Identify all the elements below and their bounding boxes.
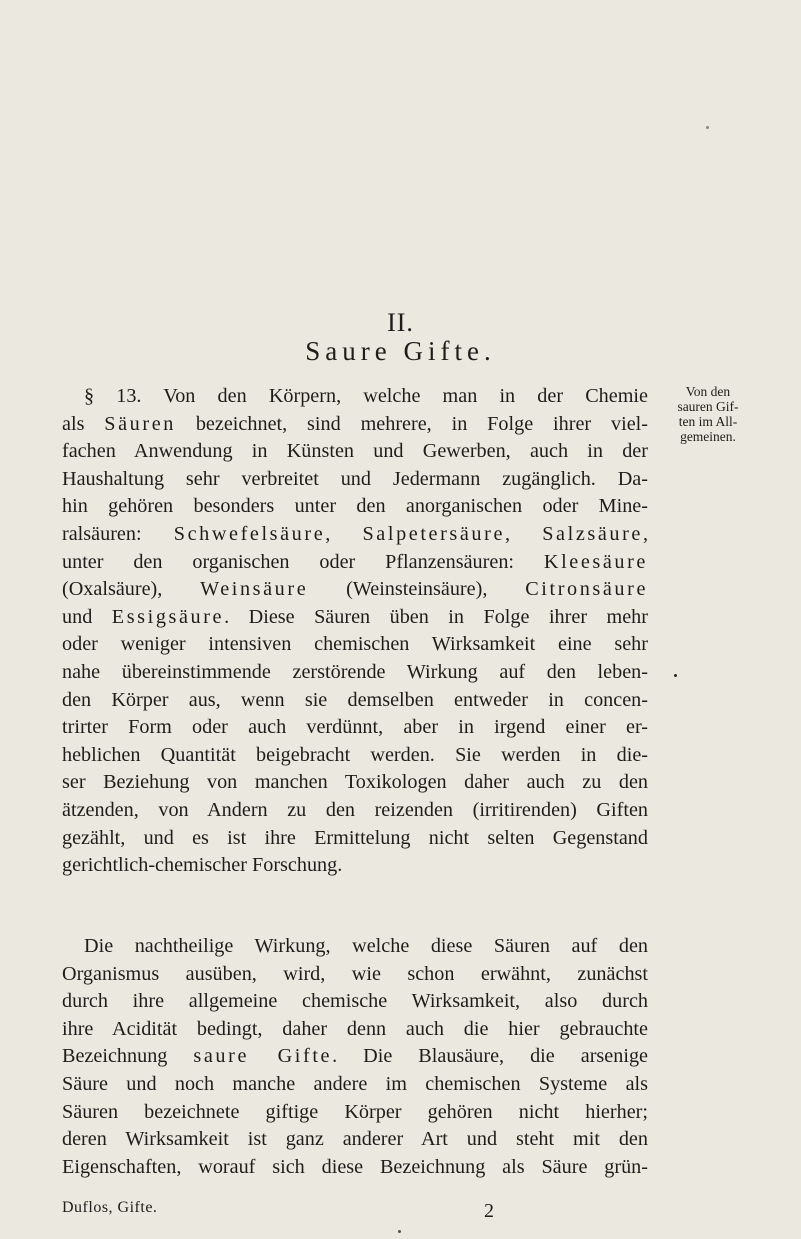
emphasized-term: Säuren [104, 412, 176, 435]
text-line: hin gehören besonders unter den anorganischen oder Mine- [62, 495, 648, 518]
marginal-note-line: sauren Gif- [677, 399, 739, 414]
text-line: trirter Form oder auch verdünnt, aber in irgend einer er- [62, 716, 648, 739]
text-line: heblichen Quantität beigebracht werden. Sie werden in die- [62, 743, 648, 766]
text-line: den Körper aus, wenn sie demselben entweder in concen- [62, 688, 648, 711]
text-run: . Diese Säuren üben in Folge ihrer mehr [224, 605, 649, 628]
text-line: gezählt, und es ist ihre Ermittelung nicht selten Gegenstand [62, 826, 648, 849]
paragraph-2 [62, 933, 648, 1181]
text-run: (Weinsteinsäure), [308, 578, 526, 601]
text-line: Säure und noch manche andere im chemischen Systeme als [62, 1072, 648, 1095]
text-run: ralsäuren: [62, 522, 174, 545]
text-run: , [325, 522, 363, 545]
ink-speck [674, 674, 677, 677]
text-line [62, 576, 648, 604]
text-line: Organismus ausüben, wird, wie schon erwähnt, zunächst [62, 962, 648, 985]
text-run: , [505, 522, 543, 545]
text-line: deren Wirksamkeit ist ganz anderer Art und steht mit den [62, 1128, 648, 1151]
emphasized-term: Citronsäure [525, 578, 649, 601]
ink-speck [398, 1230, 401, 1233]
text-line: gerichtlich-chemischer Forschung. [62, 854, 343, 877]
chapter-number: II. [387, 308, 414, 337]
emphasized-term: Schwefelsäure [173, 522, 326, 545]
marginal-note-line: Von den [685, 384, 731, 399]
emphasized-term: Weinsäure [200, 578, 309, 601]
emphasized-term: Kleesäure [543, 550, 648, 573]
text-line [62, 1043, 648, 1071]
marginal-note-line: gemeinen. [680, 429, 736, 444]
footer-author: Duflos, Gifte. [62, 1199, 158, 1216]
marginal-note-line: ten im All- [678, 414, 738, 429]
emphasized-term: saure Gifte [193, 1045, 333, 1068]
text-line [62, 604, 648, 632]
text-line: Haushaltung sehr verbreitet und Jedermann zugänglich. Da- [62, 467, 648, 490]
signature-mark: 2 [484, 1200, 494, 1222]
text-line: nahe übereinstimmende zerstörende Wirkung auf den leben- [62, 660, 648, 683]
text-run: bezeichnet, sind mehrere, in Folge ihrer viel- [175, 412, 648, 435]
text-line: ihre Acidität bedingt, daher denn auch die hier gebrauchte [62, 1017, 648, 1040]
text-run: , [642, 522, 649, 545]
text-line: ser Beziehung von manchen Toxikologen daher auch zu den [62, 771, 648, 794]
ink-speck [706, 126, 709, 129]
page-footer [62, 1199, 648, 1222]
emphasized-term: Essigsäure [111, 605, 225, 628]
emphasized-term: Salpetersäure [362, 522, 506, 545]
text-line: Säuren bezeichnete giftige Körper gehören nicht hierher; [62, 1100, 648, 1123]
text-line: fachen Anwendung in Künsten und Gewerben, auch in der [62, 440, 648, 463]
text-line [62, 521, 648, 549]
emphasized-term: Salzsäure [542, 522, 643, 545]
text-line: oder weniger intensiven chemischen Wirksamkeit eine sehr [62, 633, 648, 656]
text-line: § 13. Von den Körpern, welche man in der Chemie [84, 385, 648, 407]
text-run: . Die Blausäure, die arsenige [332, 1045, 649, 1068]
text-line: ätzenden, von Andern zu den reizenden (irritirenden) Giften [62, 798, 648, 821]
text-line [62, 549, 648, 577]
text-line [62, 411, 648, 439]
chapter-title: Saure Gifte. [305, 336, 496, 366]
text-line: durch ihre allgemeine chemische Wirksamkeit, also durch [62, 990, 648, 1013]
paragraph-1 [62, 383, 648, 880]
marginal-note [649, 384, 767, 444]
text-run: und [62, 605, 112, 628]
text-line: Die nachtheilige Wirkung, welche diese Säuren auf den [84, 935, 648, 957]
text-line: Eigenschaften, worauf sich diese Bezeichnung als Säure grün- [62, 1155, 648, 1178]
text-run: als [62, 412, 105, 435]
text-run: (Oxalsäure), [62, 578, 201, 601]
text-run: unter den organischen oder Pflanzensäuren: [62, 550, 544, 573]
text-run: Bezeichnung [62, 1045, 194, 1068]
